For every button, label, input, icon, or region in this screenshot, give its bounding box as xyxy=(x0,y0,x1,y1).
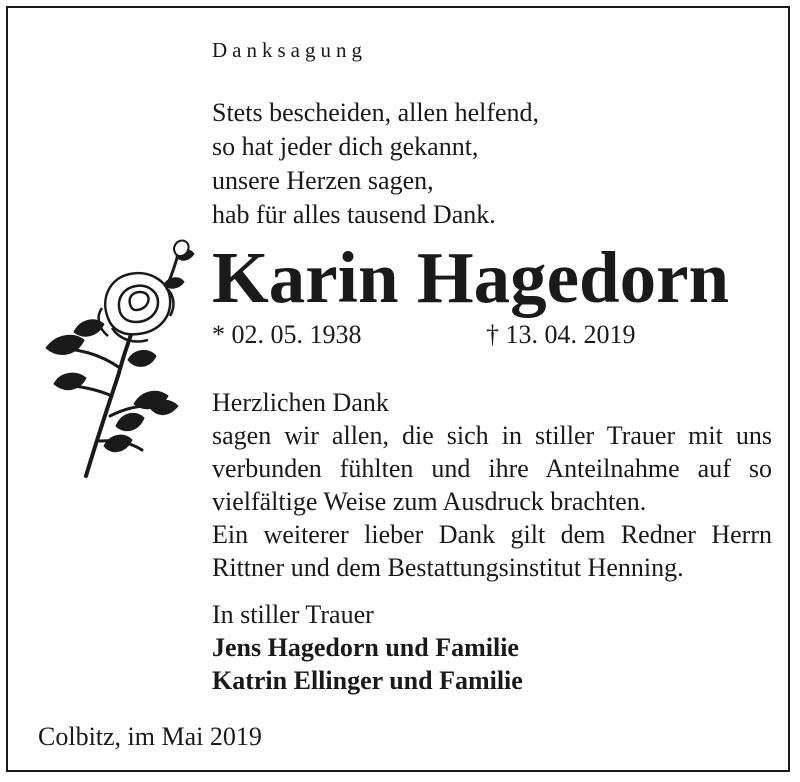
poem-line: so hat jeder dich gekannt, xyxy=(212,132,479,161)
thanks-text xyxy=(212,386,772,584)
rose-icon xyxy=(38,236,208,486)
poem-line: unsere Herzen sagen, xyxy=(212,166,434,195)
body-line: Herzlichen Dank xyxy=(212,388,389,417)
body-line: Ein weiterer lieber Dank gilt dem Redner Herrn xyxy=(212,520,772,549)
closing-intro: In stiller Trauer xyxy=(212,600,374,629)
poem-line: hab für alles tausend Dank. xyxy=(212,200,496,229)
deceased-name: Karin Hagedorn xyxy=(212,237,730,318)
body-line: verbunden fühlten und ihre Anteilnahme auf so xyxy=(212,454,772,483)
body-line: vielfältige Weise zum Ausdruck brachten. xyxy=(212,487,647,516)
body-line: sagen wir allen, die sich in stiller Trauer mit uns xyxy=(212,421,772,450)
poem-line: Stets bescheiden, allen helfend, xyxy=(212,98,540,127)
mourner-line: Jens Hagedorn und Familie xyxy=(212,633,519,662)
birth-date: * 02. 05. 1938 xyxy=(212,320,362,349)
mourner-line: Katrin Ellinger und Familie xyxy=(212,666,523,695)
place-date: Colbitz, im Mai 2019 xyxy=(38,722,262,751)
poem xyxy=(212,96,539,232)
obituary-card xyxy=(6,6,790,772)
body-line: Rittner und dem Bestattungsinstitut Henning. xyxy=(212,553,684,582)
death-date: † 13. 04. 2019 xyxy=(486,320,636,349)
heading: Danksagung xyxy=(212,38,367,62)
closing xyxy=(212,598,523,697)
